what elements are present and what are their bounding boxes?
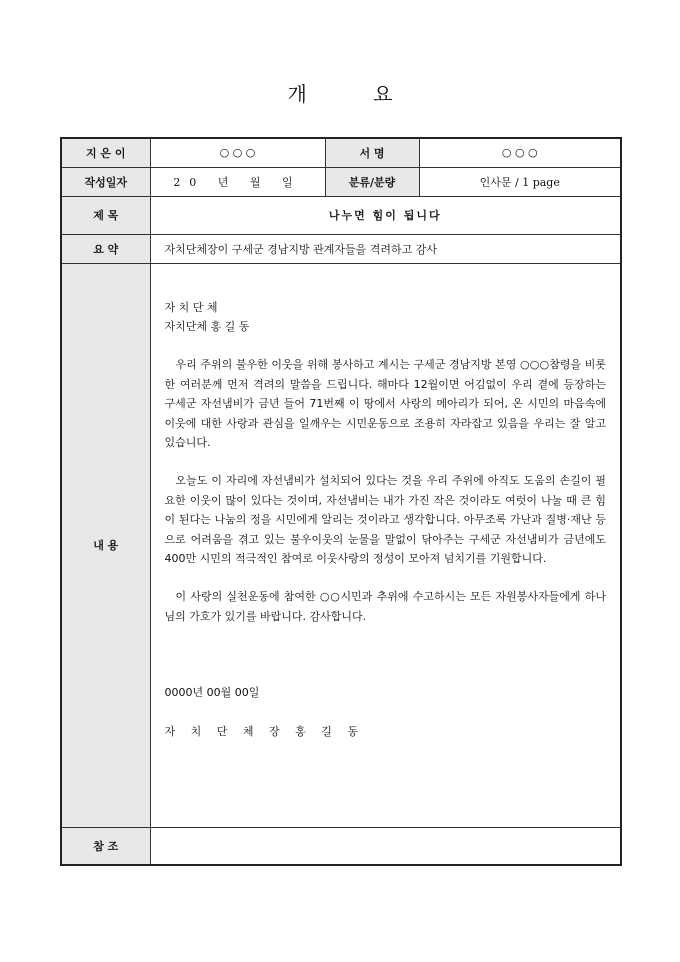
summary-label: 요 약 — [61, 234, 150, 263]
subject-row — [61, 196, 621, 234]
category-value: 인사문 / 1 page — [419, 167, 621, 196]
content-body — [150, 263, 621, 827]
content-row — [61, 263, 621, 827]
date-label: 작성일자 — [61, 167, 150, 196]
author-value: ○ ○ ○ — [150, 138, 325, 167]
subject-value: 나누면 힘이 됩니다 — [150, 196, 621, 234]
category-label: 분류/분량 — [325, 167, 419, 196]
summary-row — [61, 234, 621, 263]
content-org: 자 치 단 체 — [164, 300, 218, 314]
date-row — [61, 167, 621, 196]
content-paragraph-2: 오늘도 이 자리에 자선냄비가 설치되어 있다는 것을 우리 주위에 아직도 도움의 손길이 필요한 이웃이 많이 있다는 것이며, 자선냄비는 내가 가진 작은 것이라도 여럿이 나눌 때 큰 힘이 된다는 나눔의 정을 시민에게 알리는 것이라고 생각합니다. 아무조록 가난과 질병·재난 등으로 어려움을 겪고 있는 불우이웃의 눈물을 말없이 닦아주는 구세군 자선냄비가 금년에도 400만 시민의 적극적인 참여로 이웃사랑의 정성이 모아져 넘치기를 기원합니다. — [164, 474, 606, 565]
summary-table — [60, 137, 622, 866]
page-title: 개 요 — [287, 82, 423, 106]
sign-value: ○ ○ ○ — [419, 138, 621, 167]
content-date-line: 0000년 00월 00일 — [164, 686, 260, 700]
date-value: 20 년 월 일 — [150, 167, 325, 196]
summary-value: 자치단체장이 구세군 경남지방 관계자들을 격려하고 감사 — [150, 234, 621, 263]
content-addresser: 자치단체 홍 길 동 — [164, 319, 250, 333]
reference-label: 참 조 — [61, 827, 150, 865]
content-paragraph-3: 이 사랑의 실천운동에 참여한 ○○시민과 추위에 수고하시는 모든 자원봉사자들에게 하나님의 가호가 있기를 바랍니다. 감사합니다. — [164, 590, 606, 623]
reference-value — [150, 827, 621, 865]
reference-row — [61, 827, 621, 865]
sign-label: 서 명 — [325, 138, 419, 167]
content-signature: 자 치 단 체 장 홍 길 동 — [164, 724, 364, 738]
subject-label: 제 목 — [61, 196, 150, 234]
content-label: 내 용 — [61, 263, 150, 827]
author-row — [61, 138, 621, 167]
content-paragraph-1: 우리 주위의 불우한 이웃을 위해 봉사하고 계시는 구세군 경남지방 본영 ○○○참령을 비롯한 여러분께 먼저 격려의 말씀을 드립니다. 해마다 12월이면 어김없이 우리 곁에 등장하는 구세군 자선냄비가 금년 들어 71번째 이 땅에서 사랑의 메아리가 되어, 온 시민의 마음속에 이웃에 대한 사랑과 관심을 일깨우는 시민운동으로 조용히 자라잡고 있음을 우리는 잘 알고 있습니다. — [164, 358, 606, 449]
author-label: 지 은 이 — [61, 138, 150, 167]
